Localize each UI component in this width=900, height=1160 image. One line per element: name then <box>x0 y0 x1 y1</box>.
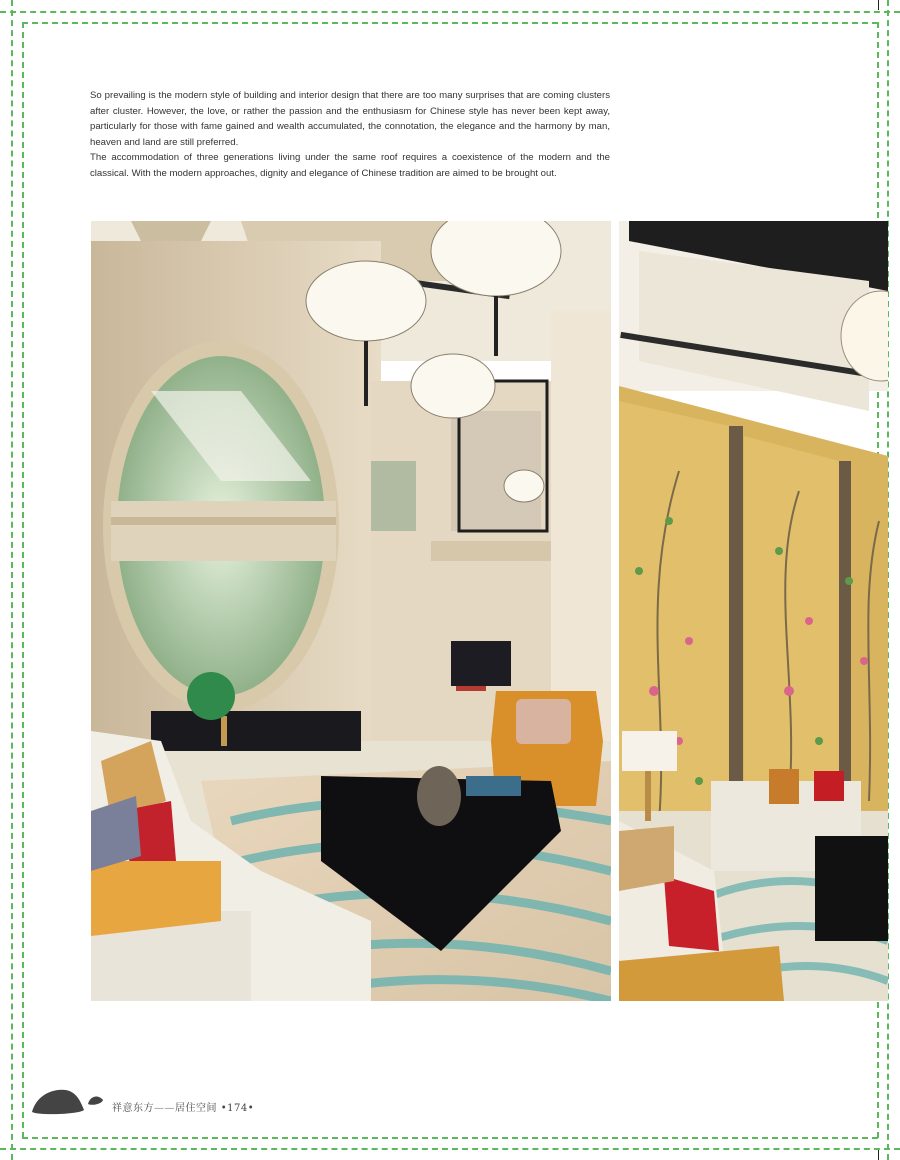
living-room-photo <box>91 221 611 1001</box>
border-bottom-inner-dashed <box>22 1137 878 1139</box>
footer-dot-right: • <box>247 1103 255 1114</box>
article-paragraph-1: So prevailing is the modern style of building and interior design that there are too many surprises that are coming clusters after cluster. However, the love, or rather the passion and the enthusiasm for Chinese style has never been kept away, particularly for those with fame gained and wealth accumulated, the connotation, the elegance and the harmony by man, heaven and land are still preferred. <box>90 90 610 148</box>
mural-wall-photo <box>619 221 888 1001</box>
footer-section: 居住空间 <box>175 1103 217 1114</box>
footer-stone-icon <box>30 1086 105 1116</box>
crop-mark-bottom-right <box>878 1150 879 1160</box>
crop-mark-top-right <box>878 0 879 10</box>
footer-separator: —— <box>154 1103 175 1114</box>
footer-dot-left: • <box>220 1103 228 1114</box>
article-text <box>90 88 610 182</box>
border-left-dashed <box>11 0 13 1160</box>
border-left-inner-dashed <box>22 22 24 1138</box>
border-top-dashed <box>0 11 900 13</box>
footer-page-number: 174 <box>227 1103 248 1114</box>
border-top-inner-dashed <box>22 22 878 24</box>
footer-book-title: 祥意东方 <box>112 1103 154 1114</box>
border-bottom-dashed <box>0 1148 900 1150</box>
article-paragraph-2: The accommodation of three generations living under the same roof requires a coexistence of the modern and the classical. With the modern approaches, dignity and elegance of Chinese tradition are aimed to be brought out. <box>90 152 610 179</box>
page-footer <box>112 1099 254 1114</box>
